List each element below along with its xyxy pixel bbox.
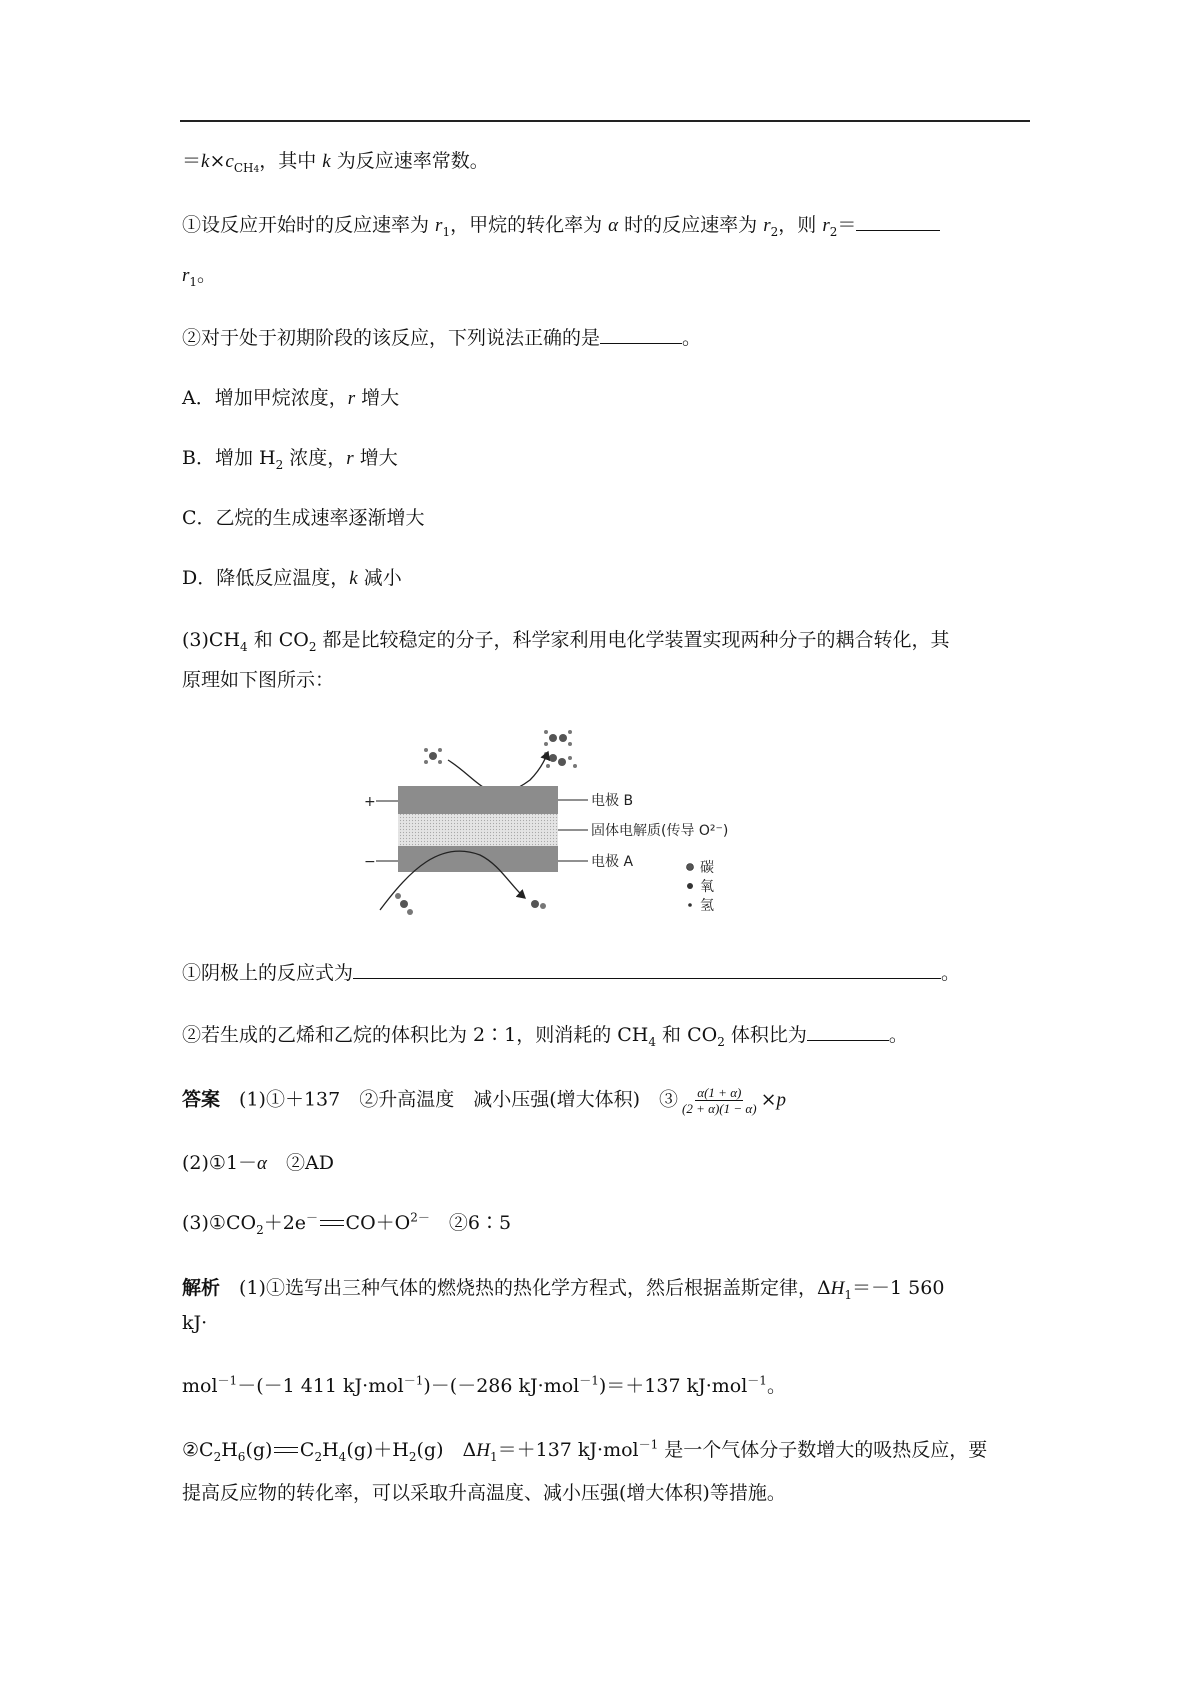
legend-carbon: 碳 bbox=[700, 860, 714, 876]
analysis-1: 解析 (1)①选写出三种气体的燃烧热的热化学方程式，然后根据盖斯定律，$\Delta H_1=-1$ 560 bbox=[182, 1277, 945, 1302]
electrochemical-cell-diagram bbox=[364, 720, 810, 920]
question-2-1-cont: $r_1$。 bbox=[182, 264, 217, 289]
answer-1: 答案 (1)①＋137 ②升高温度 减小压强(增大体积) ③ $\frac{\alpha(1 + \alpha)}{(2 + \alpha)(1 - \alpha)}$ ×p bbox=[182, 1085, 786, 1116]
analysis-2: $②C_2H_6(g)$ $C_2H_4(g)+H_2(g)$ $\Delta H_1=+137$ kJ·mol$^{-1}$ 是一个气体分子数增大的吸热反应，要 bbox=[182, 1437, 988, 1464]
electrode-a-layer bbox=[398, 846, 558, 872]
option-d: D．降低反应温度，k 减小 bbox=[182, 567, 402, 589]
option-a: A．增加甲烷浓度，r 增大 bbox=[182, 387, 400, 409]
question-2-1: ①设反应开始时的反应速率为 $r_1$，甲烷的转化率为 α 时的反应速率为 $r_2$，则 $r_2=$ bbox=[182, 212, 940, 239]
answer-blank[interactable] bbox=[600, 325, 682, 344]
negative-terminal: − bbox=[364, 854, 376, 870]
answer-blank[interactable] bbox=[807, 1022, 889, 1041]
answer-label: 答案 bbox=[182, 1088, 221, 1111]
co-molecule-icon bbox=[531, 900, 546, 909]
question-3-2: ②若生成的乙烯和乙烷的体积比为 2∶1，则消耗的 $CH_4$ 和 $CO_2$ 体积比为 。 bbox=[182, 1024, 908, 1049]
rate-constant-line: $=k\times c_{CH4}$，其中 k 为反应速率常数。 bbox=[182, 150, 489, 175]
question-2-2: ②对于处于初期阶段的该反应，下列说法正确的是 。 bbox=[182, 327, 702, 349]
electrode-a-label: 电极 A bbox=[591, 854, 634, 870]
electrode-b-layer bbox=[398, 786, 558, 814]
electrode-b-label: 电极 B bbox=[591, 793, 634, 809]
analysis-2-cont: 提高反应物的转化率，可以采取升高温度、减小压强(增大体积)等措施。 bbox=[182, 1482, 786, 1504]
co2-molecule-icon bbox=[395, 893, 413, 915]
answer-3: $(3)①CO_2+2e^-$ $CO+O^{2-}$ ②6∶5 bbox=[182, 1210, 512, 1237]
question-3-1: ①阴极上的反应式为 。 bbox=[182, 962, 961, 984]
legend-hydrogen: 氢 bbox=[700, 898, 714, 914]
legend-oxygen: 氧 bbox=[700, 879, 714, 895]
question-3-intro-cont: 原理如下图所示： bbox=[182, 669, 335, 691]
carbon-legend-icon bbox=[687, 864, 694, 871]
answer-blank[interactable] bbox=[856, 212, 940, 231]
header-rule bbox=[180, 120, 1030, 122]
hydrogen-legend-icon bbox=[688, 903, 692, 907]
analysis-1-cont: kJ· bbox=[182, 1312, 208, 1334]
fraction-expression: $\frac{\alpha(1 + \alpha)}{(2 + \alpha)(1 - \alpha)}$ bbox=[682, 1085, 757, 1116]
option-b: B．增加 $H_2$ 浓度，r 增大 bbox=[182, 447, 398, 472]
methane-molecule-icon bbox=[424, 748, 442, 764]
option-c: C．乙烷的生成速率逐渐增大 bbox=[182, 507, 425, 529]
electrolyte-label: 固体电解质(传导 O²⁻) bbox=[591, 823, 729, 839]
question-3-intro: $(3)CH_4$ 和 $CO_2$ 都是比较稳定的分子，科学家利用电化学装置实现两种分子的耦合转化，其 bbox=[182, 629, 950, 654]
electrolyte-layer bbox=[398, 814, 558, 846]
analysis-1-calc: mol$^{-1}$－(－1 411 kJ·mol$^{-1}$)－(－286 kJ·mol$^{-1}$)＝＋137 kJ·mol$^{-1}$。 bbox=[182, 1373, 786, 1397]
analysis-label: 解析 bbox=[182, 1277, 221, 1299]
answer-blank[interactable] bbox=[353, 960, 941, 979]
ethylene-ethane-molecules-icon bbox=[544, 730, 577, 768]
oxygen-legend-icon bbox=[687, 883, 693, 889]
answer-2: (2)①1－α ②AD bbox=[182, 1152, 334, 1174]
positive-terminal: + bbox=[364, 794, 376, 810]
